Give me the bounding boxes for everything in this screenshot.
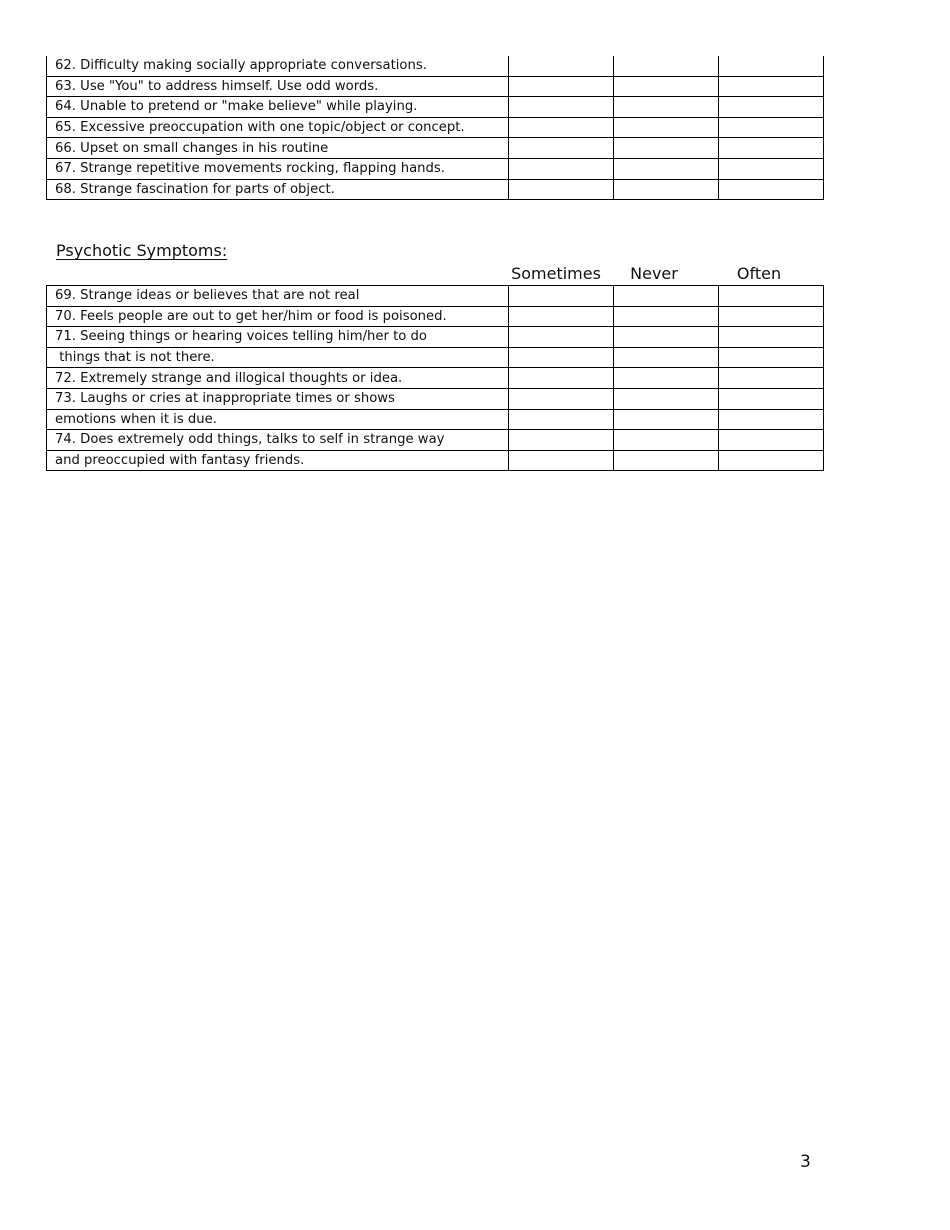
answer-cell-never[interactable] [614,97,719,118]
checklist-row [47,97,824,118]
answer-cell-often[interactable] [719,76,824,97]
checklist-row [47,347,824,368]
checklist-row [47,117,824,138]
column-header-sometimes: Sometimes [511,264,601,283]
answer-cell-sometimes[interactable] [509,388,614,409]
section-heading-psychotic-symptoms: Psychotic Symptoms: [56,241,228,260]
answer-cell-often[interactable] [719,368,824,389]
answer-cell-sometimes[interactable] [509,179,614,200]
answer-cell-sometimes[interactable] [509,430,614,451]
answer-cell-never[interactable] [614,76,719,97]
answer-cell-often[interactable] [719,450,824,471]
answer-cell-sometimes[interactable] [509,368,614,389]
checklist-row [47,450,824,471]
answer-cell-often[interactable] [719,409,824,430]
answer-cell-never[interactable] [614,409,719,430]
answer-cell-never[interactable] [614,368,719,389]
question-text: 71. Seeing things or hearing voices telling him/her to do [47,327,509,348]
checklist-row [47,388,824,409]
question-text: 65. Excessive preoccupation with one topic/object or concept. [47,117,509,138]
question-text: 63. Use "You" to address himself. Use odd words. [47,76,509,97]
column-header-often: Often [736,264,782,283]
answer-cell-never[interactable] [614,117,719,138]
answer-cell-often[interactable] [719,56,824,76]
checklist-row [47,409,824,430]
checklist-row [47,368,824,389]
answer-cell-often[interactable] [719,347,824,368]
answer-cell-sometimes[interactable] [509,327,614,348]
question-text: things that is not there. [47,347,509,368]
answer-cell-sometimes[interactable] [509,306,614,327]
page-number: 3 [800,1152,811,1172]
answer-cell-never[interactable] [614,306,719,327]
answer-cell-often[interactable] [719,97,824,118]
answer-cell-never[interactable] [614,179,719,200]
checklist-row [47,56,824,76]
answer-cell-never[interactable] [614,388,719,409]
question-text: 72. Extremely strange and illogical thoughts or idea. [47,368,509,389]
checklist-row [47,306,824,327]
question-text: 74. Does extremely odd things, talks to self in strange way [47,430,509,451]
answer-cell-sometimes[interactable] [509,138,614,159]
checklist-row [47,327,824,348]
answer-cell-sometimes[interactable] [509,450,614,471]
answer-cell-often[interactable] [719,327,824,348]
checklist-row [47,76,824,97]
answer-cell-often[interactable] [719,286,824,307]
answer-cell-sometimes[interactable] [509,158,614,179]
psychotic-symptoms-table [46,285,824,471]
answer-cell-sometimes[interactable] [509,409,614,430]
answer-cell-often[interactable] [719,388,824,409]
answer-cell-sometimes[interactable] [509,76,614,97]
checklist-row [47,158,824,179]
answer-cell-sometimes[interactable] [509,286,614,307]
question-text: 69. Strange ideas or believes that are not real [47,286,509,307]
answer-cell-never[interactable] [614,327,719,348]
question-text: 68. Strange fascination for parts of object. [47,179,509,200]
behavior-checklist-table [46,56,824,200]
answer-cell-often[interactable] [719,117,824,138]
answer-cell-never[interactable] [614,138,719,159]
question-text: 64. Unable to pretend or "make believe" while playing. [47,97,509,118]
checklist-row [47,179,824,200]
question-text: 66. Upset on small changes in his routine [47,138,509,159]
answer-cell-often[interactable] [719,430,824,451]
answer-cell-sometimes[interactable] [509,347,614,368]
answer-cell-never[interactable] [614,158,719,179]
checklist-row [47,286,824,307]
answer-cell-never[interactable] [614,430,719,451]
answer-cell-often[interactable] [719,158,824,179]
answer-cell-never[interactable] [614,347,719,368]
question-text: 62. Difficulty making socially appropriate conversations. [47,56,509,76]
answer-cell-sometimes[interactable] [509,56,614,76]
answer-cell-often[interactable] [719,138,824,159]
column-header-never: Never [630,264,678,283]
checklist-row [47,430,824,451]
question-text: 67. Strange repetitive movements rocking, flapping hands. [47,158,509,179]
question-text: emotions when it is due. [47,409,509,430]
answer-cell-often[interactable] [719,179,824,200]
question-text: 73. Laughs or cries at inappropriate times or shows [47,388,509,409]
question-text: and preoccupied with fantasy friends. [47,450,509,471]
checklist-row [47,138,824,159]
answer-cell-often[interactable] [719,306,824,327]
answer-cell-sometimes[interactable] [509,97,614,118]
answer-cell-never[interactable] [614,450,719,471]
answer-cell-never[interactable] [614,286,719,307]
question-text: 70. Feels people are out to get her/him or food is poisoned. [47,306,509,327]
answer-cell-sometimes[interactable] [509,117,614,138]
answer-cell-never[interactable] [614,56,719,76]
